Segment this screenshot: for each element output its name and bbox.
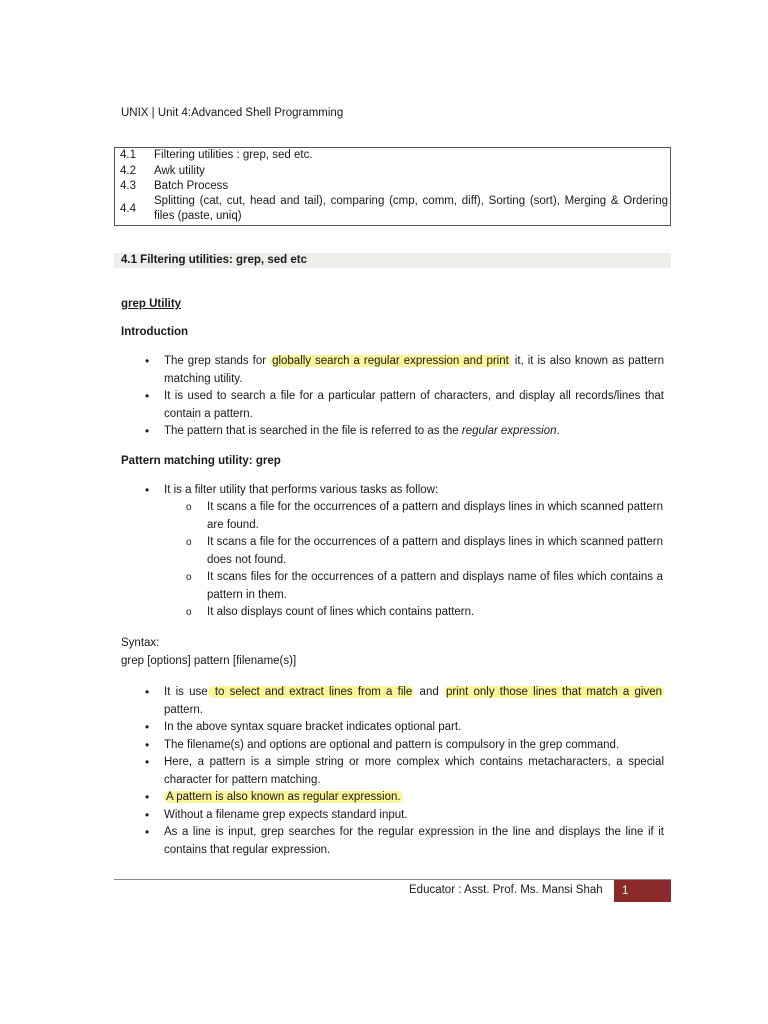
topic-text: Awk utility (154, 164, 205, 177)
topic-number: 4.3 (120, 179, 136, 192)
syntax-code: grep [options] pattern [filename(s)] (121, 655, 297, 667)
emphasized-text: regular expression (461, 425, 557, 437)
table-row (115, 179, 671, 194)
text-run: The pattern that is searched in the file is referred to as the (164, 425, 462, 437)
introduction-list (145, 353, 664, 441)
table-row (115, 194, 671, 226)
grep-utility-heading: grep Utility (121, 298, 182, 310)
highlighted-text: to select and extract lines from a file (209, 686, 413, 698)
pattern-matching-heading: Pattern matching utility: grep (121, 455, 281, 467)
sub-list-item: o It scans a file for the occurrences of a pattern and displays lines in which scanned pattern does not found. (186, 534, 663, 569)
topics-table (114, 147, 671, 226)
introduction-heading: Introduction (121, 326, 189, 338)
table-row (115, 148, 671, 164)
list-item: • It is a filter utility that performs various tasks as follow: (145, 482, 664, 500)
topic-text: Batch Process (154, 179, 229, 192)
syntax-notes-list (145, 684, 664, 859)
highlighted-text: A pattern is also known as regular expression. (166, 791, 401, 803)
section-heading: 4.1 Filtering utilities: grep, sed etc (114, 253, 671, 268)
text-run: It is use (164, 686, 208, 698)
pattern-sublist (186, 499, 663, 622)
sub-list-item: o It also displays count of lines which contains pattern. (186, 604, 663, 622)
text-run: . (556, 425, 560, 437)
sub-list-item: o It scans a file for the occurrences of a pattern and displays lines in which scanned pattern are found. (186, 499, 663, 534)
list-item: • It is used to search a file for a particular pattern of characters, and display all records/lines that contain a pattern. (145, 388, 664, 423)
sub-list-item: o It scans files for the occurrences of a pattern and displays name of files which contains a pattern in them. (186, 569, 663, 604)
text-run: it, it is also known as pattern matching utility. (164, 355, 664, 385)
list-item (145, 423, 664, 441)
footer-divider (114, 879, 671, 880)
page-header: UNIX | Unit 4:Advanced Shell Programming (121, 107, 344, 119)
list-item: • In the above syntax square bracket indicates optional part. (145, 719, 664, 737)
topic-number: 4.4 (120, 202, 136, 215)
pattern-list (145, 482, 664, 500)
list-item: • Without a filename grep expects standard input. (145, 807, 664, 825)
table-row (115, 164, 671, 179)
footer-educator: Educator : Asst. Prof. Ms. Mansi Shah (409, 884, 603, 896)
list-item (145, 789, 664, 807)
text-run: The grep stands for (164, 355, 271, 367)
list-item (145, 353, 664, 388)
syntax-block (121, 634, 296, 670)
list-item: • Here, a pattern is a simple string or more complex which contains metacharacters, a special character for pattern matching. (145, 754, 664, 789)
list-item (145, 684, 664, 719)
list-item: • The filename(s) and options are optional and pattern is compulsory in the grep command. (145, 737, 664, 755)
highlighted-text: globally search a regular expression and print (272, 355, 509, 367)
syntax-label: Syntax: (121, 637, 160, 649)
text-run: and (414, 686, 444, 698)
highlighted-text: print only those lines that match a given (445, 686, 662, 698)
topic-text: Filtering utilities : grep, sed etc. (154, 149, 313, 162)
list-item: • As a line is input, grep searches for the regular expression in the line and displays the line if it contains that regular expression. (145, 824, 664, 859)
topic-text: Splitting (cat, cut, head and tail), comparing (cmp, comm, diff), Sorting (sort), Merging & Ordering files (paste, uniq) (154, 194, 668, 222)
topic-number: 4.2 (120, 164, 136, 177)
text-run: pattern. (164, 703, 203, 716)
topic-number: 4.1 (120, 149, 136, 162)
page-number: 1 (614, 880, 671, 902)
